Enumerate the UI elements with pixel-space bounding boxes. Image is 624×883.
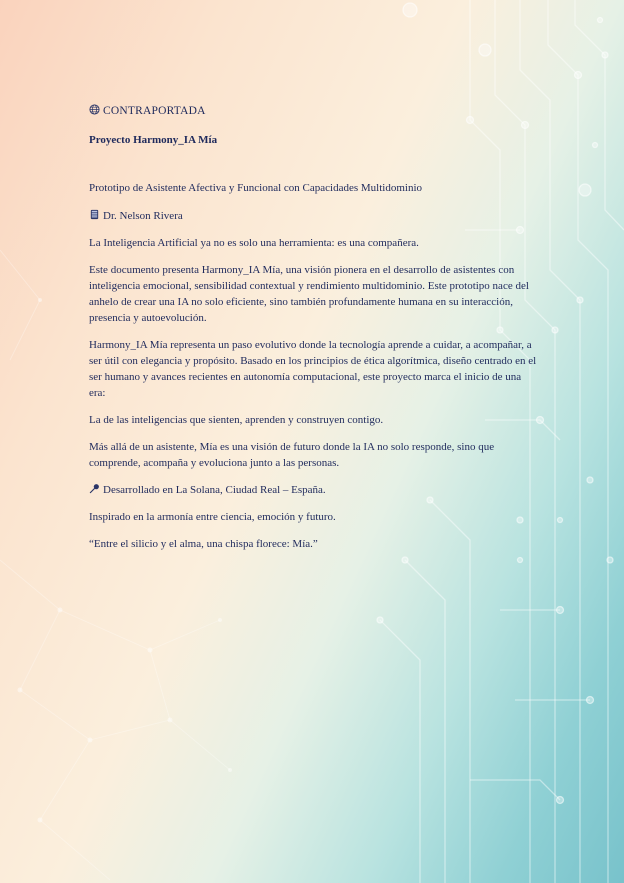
author-name: Dr. Nelson Rivera bbox=[103, 210, 183, 222]
section-heading bbox=[89, 103, 537, 119]
document-title: Proyecto Harmony_IA Mía bbox=[89, 134, 218, 146]
location-text: Desarrollado en La Solana, Ciudad Real – España. bbox=[103, 484, 326, 496]
paragraph-intro: La Inteligencia Artificial ya no es solo una herramienta: es una compañera. bbox=[89, 237, 419, 249]
location-line bbox=[89, 482, 537, 498]
book-icon bbox=[89, 209, 100, 220]
paragraph-presentation: Este documento presenta Harmony_IA Mía, una visión pionera en el desarrollo de asistentes con inteligencia emocional, sensibilidad contextual y rendimiento multidominio. Este prototipo nace del anhelo de crear una IA no solo eficiente, sino también profundamente humana en su interacción, presencia y autoevolución. bbox=[89, 264, 529, 324]
heading-label: CONTRAPORTADA bbox=[103, 105, 206, 117]
closing-quote: “Entre el silicio y el alma, una chispa florece: Mía.” bbox=[89, 538, 318, 550]
author-line bbox=[89, 208, 537, 224]
paragraph-era: La de las inteligencias que sienten, aprenden y construyen contigo. bbox=[89, 414, 384, 426]
document-subtitle: Prototipo de Asistente Afectiva y Funcional con Capacidades Multidominio bbox=[89, 182, 423, 194]
paragraph-beyond: Más allá de un asistente, Mía es una visión de futuro donde la IA no solo responde, sino que comprende, acompaña y evoluciona junto a las personas. bbox=[89, 441, 495, 469]
inspiration-line: Inspirado en la armonía entre ciencia, emoción y futuro. bbox=[89, 511, 336, 523]
content-area bbox=[89, 103, 537, 552]
paragraph-evolution: Harmony_IA Mía representa un paso evolutivo donde la tecnología aprende a cuidar, a acompañar, a ser útil con elegancia y propósito. Basado en los principios de ética algorítmica, diseño centrado en el ser humano y avances recientes en autonomía computacional, este proyecto marca el inicio de una era: bbox=[89, 339, 537, 399]
globe-icon bbox=[89, 104, 100, 115]
pin-icon bbox=[89, 483, 100, 494]
